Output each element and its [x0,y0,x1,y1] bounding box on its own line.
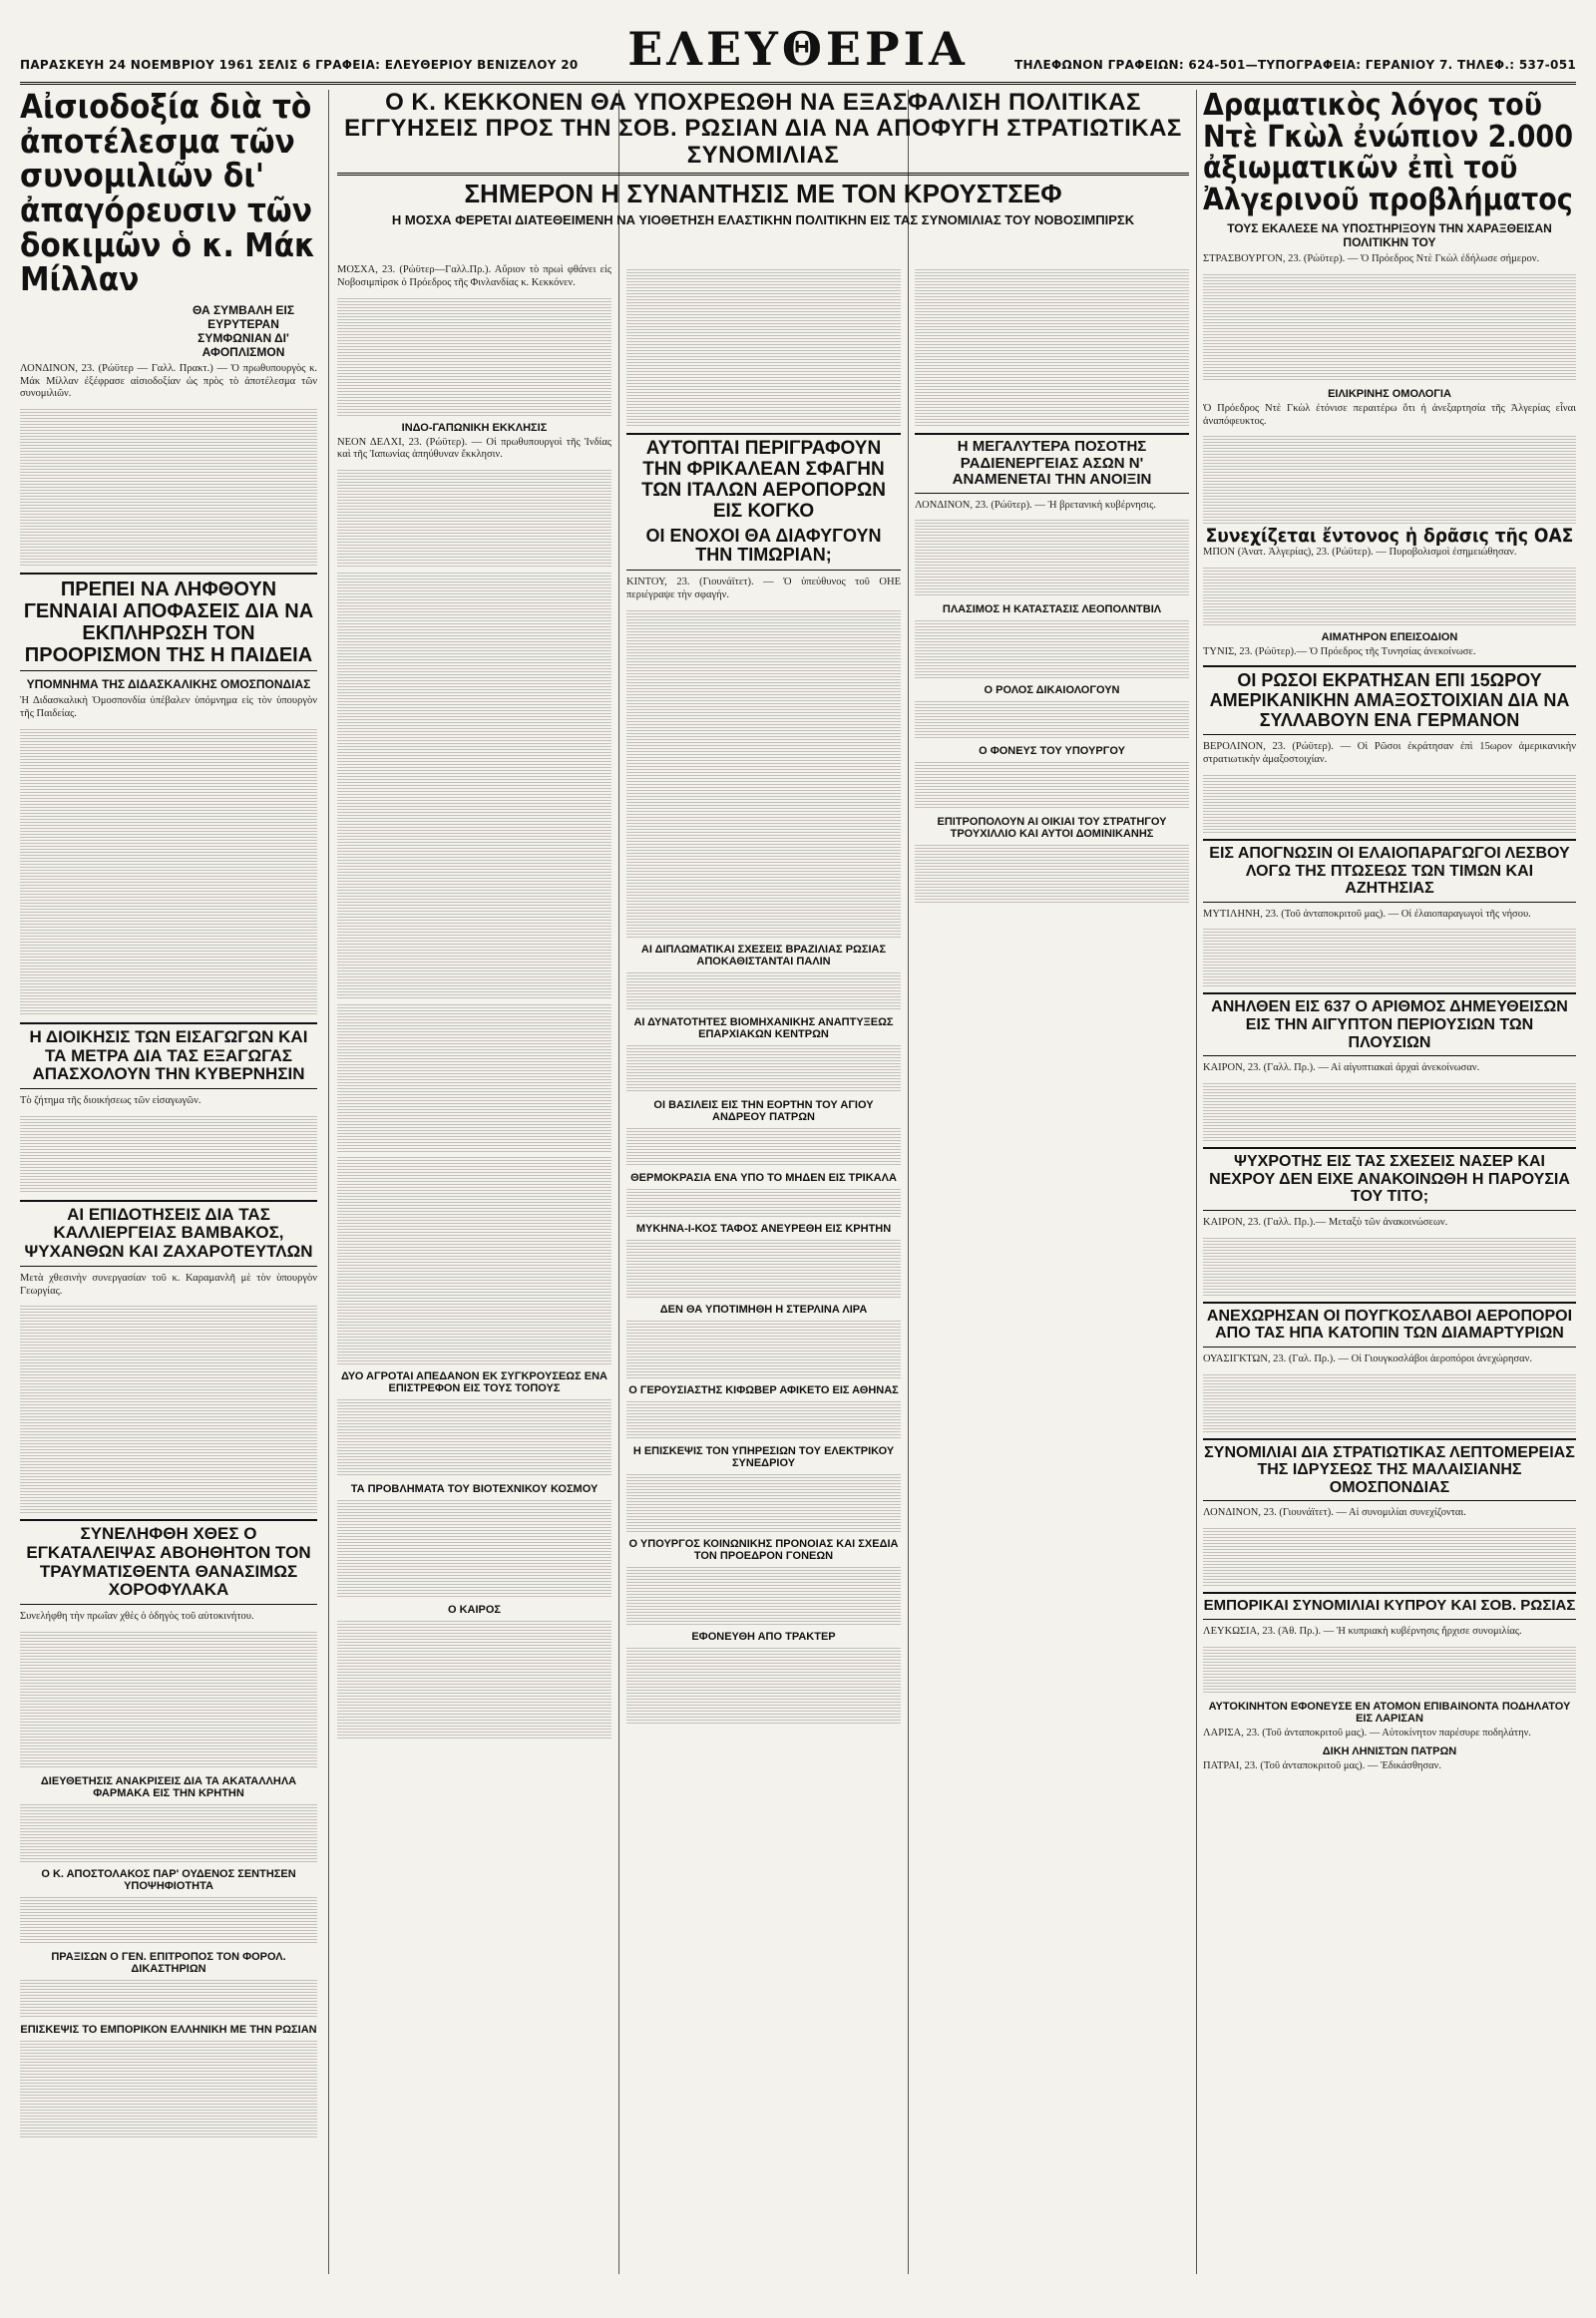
article-imports-text: Τὸ ζήτημα τῆς διοικήσεως τῶν εἰσαγωγῶν. [20,1094,201,1106]
headline-egypt: ΑΝΗΛΘΕΝ ΕΙΣ 637 Ο ΑΡΙΘΜΟΣ ΔΗΜΕΥΘΕΙΣΩΝ ΕΙΣ ΤΗΝ ΑΙΓΥΠΤΟΝ ΠΕΡΙΟΥΣΙΩΝ ΤΩΝ ΠΛΟΥΣΙΩΝ [1211,998,1568,1051]
article-planes [1203,1302,1576,1348]
article-hours15 [1203,665,1576,735]
headline-planes: ΑΝΕΧΩΡΗΣΑΝ ΟΙ ΠΟΥΓΚΟΣΛΑΒΟΙ ΑΕΡΟΠΟΡΟΙ ΑΠΟ ΤΑΣ ΗΠΑ ΚΑΤΟΠΙΝ ΤΩΝ ΔΙΑΜΑΡΤΥΡΙΩΝ [1206,1307,1573,1343]
article-degaulle-text: ΣΤΡΑΣΒΟΥΡΓΟΝ, 23. (Ρώϋτερ). — Ὁ Πρόεδρος Ντὲ Γκὼλ ἐδήλωσε σήμερον. [1203,253,1540,264]
headline-macmillan: Αἰσιοδοξία διὰ τὸ ἀποτέλεσμα τῶν συνομιλιῶν δι' ἀπαγόρευσιν τῶν δοκιμῶν ὁ κ. Μάκ Μίλλαν [20,90,316,299]
small-headline: Ο ΦΟΝΕΥΣ ΤΟΥ ΥΠΟΥΡΓΟΥ [979,745,1125,758]
small-article-body [626,1646,901,1726]
column-rule [908,90,909,2274]
small-headline: Η ΕΠΙΣΚΕΨΙΣ ΤΟΝ ΥΠΗΡΕΣΙΩΝ ΤΟΥ ΕΛΕΚΤΡΙΚΟΥ ΣΥΝΕΔΡΙΟΥ [632,1444,895,1469]
article-africa-text: ΚΙΝΤΟΥ, 23. (Γιουνάϊτετ). — Ὁ ὑπεύθυνος τοῦ ΟΗΕ περιέγραψε τὴν σφαγήν. [626,577,901,600]
masthead-date-line: ΠΑΡΑΣΚΕΥΗ 24 ΝΟΕΜΒΡΙΟΥ 1961 ΣΕΛΙΣ 6 ΓΡΑΦΕΙΑ: ΕΛΕΥΘΕΡΙΟΥ ΒΕΝΙΖΕΛΟΥ 20 [20,58,579,72]
small-article-body [20,1978,317,2018]
small-article-body [20,1895,317,1945]
small-article-body [626,1319,901,1378]
subhead-prepei: ΥΠΟΜΝΗΜΑ ΤΗΣ ΔΙΔΑΣΚΑΛΙΚΗΣ ΟΜΟΣΠΟΝΔΙΑΣ [26,677,311,692]
article-imports-continued [337,1002,611,1152]
small-article-body [337,1498,611,1598]
column-5 [1203,90,1576,2274]
article-cyprus [1203,1592,1576,1620]
column-rule [1196,90,1197,2274]
article-india-body [337,468,611,568]
article-aimatiron-text: ΤΥΝΙΣ, 23. (Ρώϋτερ).— Ὁ Πρόεδρος τῆς Τυνησίας ἀνεκοίνωσε. [1203,646,1476,658]
subhead-macmillan: ΘΑ ΣΥΜΒΑΛΗ ΕΙΣ ΕΥΡΥΤΕΡΑΝ ΣΥΜΦΩΝΙΑΝ ΔΙ' ΑΦΟΠΛΙΣΜΟΝ [192,302,295,359]
small-article-body [626,970,901,1010]
article-subsidies-text: Μετὰ χθεσινὴν συνεργασίαν τοῦ κ. Καραμανλῆ μὲ τὸν ὑπουργὸν Γεωργίας. [20,1272,317,1297]
headline-oas: Συνεχίζεται ἔντονος ἡ δρᾶσις τῆς ΟΑΣ [1205,525,1574,548]
masthead [20,20,1576,85]
newspaper-page [20,20,1576,2274]
column-3 [626,264,901,2274]
article-kekkonen-body [337,296,611,416]
small-article-body [626,1043,901,1093]
small-headline: ΜΥΚΗΝΑ-Ι-ΚΟΣ ΤΑΦΟΣ ΑΝΕΥΡΕΘΗ ΕΙΣ ΚΡΗΤΗΝ [635,1222,892,1235]
article-prepei [20,573,317,671]
article-macmillan-text: ΛΟΝΔΙΝΟΝ, 23. (Ρώϋτερ — Γαλλ. Πρακτ.) — Ὁ πρωθυπουργὸς κ. Μάκ Μίλλαν ἐξέφρασε αἰσιοδοξίαν ὡς πρὸς τὸ ἀποτέλεσμα τῶν συνομιλιῶν. [20,362,317,400]
article-dikipatr-text: ΠΑΤΡΑΙ, 23. (Τοῦ ἀνταποκριτοῦ μας). — Ἐδικάσθησαν. [1203,1760,1442,1772]
small-article-body [915,618,1189,678]
article-africa [626,433,901,571]
headline-kekkonen-second: ΣΗΜΕΡΟΝ Η ΣΥΝΑΝΤΗΣΙΣ ΜΕ ΤΟΝ ΚΡΟΥΣΤΣΕΦ [464,179,1062,209]
small-headline: ΤΑ ΠΡΟΒΛΗΜΑΤΑ ΤΟΥ ΒΙΟΤΕΧΝΙΚΟΥ ΚΟΣΜΟΥ [350,1483,598,1496]
headline-nasser: ΨΥΧΡΟΤΗΣ ΕΙΣ ΤΑΣ ΣΧΕΣΕΙΣ ΝΑΣΕΡ ΚΑΙ ΝΕΧΡΟΥ ΔΕΝ ΕΙΧΕ ΑΝΑΚΟΙΝΩΘΗ Η ΠΑΡΟΥΣΙΑ ΤΟΥ ΤΙΤΟ; [1209,1153,1570,1206]
small-headline: ΑΙ ΔΥΝΑΤΟΤΗΤΕΣ ΒΙΟΜΗΧΑΝΙΚΗΣ ΑΝΑΠΤΥΞΕΩΣ ΕΠΑΡΧΙΑΚΩΝ ΚΕΝΤΡΩΝ [633,1015,894,1040]
article-radiation-text: ΛΟΝΔΙΝΟΝ, 23. (Ρώϋτερ). — Ἡ βρετανικὴ κυβέρνησις. [915,499,1156,511]
small-headline: Ο ΡΟΛΟΣ ΔΙΚΑΙΟΛΟΓΟΥΝ [984,684,1120,697]
small-article-body [626,1472,901,1532]
article-planes-body [1203,1372,1576,1432]
article-imports [20,1022,317,1089]
headline-dancer: ΣΥΝΕΛΗΦΘΗ ΧΘΕΣ Ο ΕΓΚΑΤΑΛΕΙΨΑΣ ΑΒΟΗΘΗΤΟΝ ΤΟΝ ΤΡΑΥΜΑΤΙΣΘΕΝΤΑ ΘΑΝΑΣΙΜΩΣ ΧΟΡΟΦΥΛΑΚΑ [26,1524,311,1600]
article-radiation-body [915,518,1189,597]
column-rule [328,90,329,2274]
article-kekkonen-body-3 [915,267,1189,427]
small-article-body [337,1397,611,1477]
article-macmillan-body [20,407,317,567]
small-article-body [626,1399,901,1439]
small-headline: ΠΛΑΣΙΜΟΣ Η ΚΑΤΑΣΤΑΣΙΣ ΛΕΟΠΟΛΝΤΒΙΛ [942,603,1162,616]
article-subsidies [20,1200,317,1267]
article-dancer [20,1519,317,1605]
article-oas-text: ΜΠΟΝ (Ἀνατ. Ἀλγερίας), 23. (Ρώϋτερ). — Πυροβολισμοὶ ἐσημειώθησαν. [1203,547,1517,559]
lead-center [337,90,1189,231]
article-omologia-body [1203,434,1576,524]
headline-omologia: ΕΙΛΙΚΡΙΝΗΣ ΟΜΟΛΟΓΙΑ [1328,387,1451,400]
small-headline: ΔΕΝ ΘΑ ΥΠΟΤΙΜΗΘΗ Η ΣΤΕΡΛΙΝΑ ΛΙΡΑ [659,1303,868,1316]
article-india-text: ΝΕΟΝ ΔΕΛΧΙ, 23. (Ρώϋτερ). — Οἱ πρωθυπουργοὶ τῆς Ἰνδίας καὶ τῆς Ἰαπωνίας ἀπηύθυναν ἔκκλησιν. [337,436,611,461]
small-article-body [20,2039,317,2138]
small-article-body [626,1187,901,1217]
article-epithesi-text: ΛΑΡΙΣΑ, 23. (Τοῦ ἀνταποκριτοῦ μας). — Αὐτοκίνητον παρέσυρε ποδηλάτην. [1203,1727,1531,1738]
article-prepei-body [20,727,317,1016]
article-omologia-text: Ὁ Πρόεδρος Ντὲ Γκὼλ ἐτόνισε περαιτέρω ὅτι ἡ ἀνεξαρτησία τῆς Ἀλγερίας εἶναι ἀναπόφευκτος. [1203,402,1576,427]
headline-malaysia: ΣΥΝΟΜΙΛΙΑΙ ΔΙΑ ΣΤΡΑΤΙΩΤΙΚΑΣ ΛΕΠΤΟΜΕΡΕΙΑΣ ΤΗΣ ΙΔΡΥΣΕΩΣ ΤΗΣ ΜΑΛΑΙΣΙΑΝΗΣ ΟΜΟΣΠΟΝΔΙΑΣ [1204,1443,1575,1496]
article-degaulle-body [1203,272,1576,382]
article-dancer-text: Συνελήφθη τὴν πρωΐαν χθὲς ὁ ὁδηγὸς τοῦ αὐτοκινήτου. [20,1611,254,1623]
article-africa-body [626,608,901,938]
article-hours15-text: ΒΕΡΟΛΙΝΟΝ, 23. (Ρώϋτερ). — Οἱ Ρῶσοι ἐκράτησαν ἐπὶ 15ωρον ἀμερικανικὴν στρατιωτικὴν ἀμαξοστοιχίαν. [1203,741,1576,766]
article-subsidies-body [20,1304,317,1513]
article-egypt [1203,992,1576,1056]
small-headline: ΕΠΙΣΚΕΨΙΣ ΤΟ ΕΜΠΟΡΙΚΟΝ ΕΛΛΗΝΙΚΗ ΜΕ ΤΗΝ ΡΩΣΙΑΝ [20,2023,317,2036]
headline-cyprus: ΕΜΠΟΡΙΚΑΙ ΣΥΝΟΜΙΛΙΑΙ ΚΥΠΡΟΥ ΚΑΙ ΣΟΒ. ΡΩΣΙΑΣ [1203,1597,1576,1615]
small-headline: ΘΕΡΜΟΚΡΑΣΙΑ ΕΝΑ ΥΠΟ ΤΟ ΜΗΔΕΝ ΕΙΣ ΤΡΙΚΑΛΑ [630,1171,897,1184]
article-cyprus-text: ΛΕΥΚΩΣΙΑ, 23. (Ἀθ. Πρ.). — Ἡ κυπριακὴ κυβέρνησις ἤρχισε συνομιλίας. [1203,1625,1522,1637]
masthead-phone-line: ΤΗΛΕΦΩΝΟΝ ΓΡΑΦΕΙΩΝ: 624-501—ΤΥΠΟΓΡΑΦΕΙΑ: ΓΕΡΑΝΙΟΥ 7. ΤΗΛΕΦ.: 537-051 [1014,58,1576,72]
small-headline: ΟΙ ΒΑΣΙΛΕΙΣ ΕΙΣ ΤΗΝ ΕΟΡΤΗΝ ΤΟΥ ΑΓΙΟΥ ΑΝΔΡΕΟΥ ΠΑΤΡΩΝ [653,1098,874,1123]
small-article-body [626,1238,901,1298]
small-article-body [915,699,1189,739]
headline-subsidies: ΑΙ ΕΠΙΔΟΤΗΣΕΙΣ ΔΙΑ ΤΑΣ ΚΑΛΛΙΕΡΓΕΙΑΣ ΒΑΜΒΑΚΟΣ, ΨΥΧΑΝΘΩΝ ΚΑΙ ΖΑΧΑΡΟΤΕΥΤΛΩΝ [24,1204,313,1262]
article-nasser-text: ΚΑΙΡΟΝ, 23. (Γαλλ. Πρ.).— Μεταξὺ τῶν ἀνακοινώσεων. [1203,1216,1448,1228]
article-malaysia-body [1203,1526,1576,1586]
small-article-body [915,843,1189,903]
column-2 [337,264,611,2274]
article-nasser [1203,1147,1576,1211]
column-4 [915,264,1189,2274]
article-oas-body [1203,566,1576,625]
column-1 [20,90,317,2274]
headline-aimatiron: ΑΙΜΑΤΗΡΟΝ ΕΠΕΙΣΟΔΙΟΝ [1321,631,1458,644]
headline-prepei: ΠΡΕΠΕΙ ΝΑ ΛΗΦΘΟΥΝ ΓΕΝΝΑΙΑΙ ΑΠΟΦΑΣΕΙΣ ΔΙΑ ΝΑ ΕΚΠΛΗΡΩΣΗ ΤΟΝ ΠΡΟΟΡΙΣΜΟΝ ΤΗΣ Η ΠΑΙΔΕΙΑ [23,579,314,667]
small-article-body [20,1802,317,1862]
small-article-body [626,1565,901,1625]
small-headline: Ο Κ. ΑΠΟΣΤΟΛΑΚΟΣ ΠΑΡ' ΟΥΔΕΝΟΣ ΣΕΝΤΗΣΕΝ ΥΠΟΨΗΦΙΟΤΗΤΑ [41,1867,296,1892]
article-kekkonen-body-2 [626,267,901,427]
article-kekkonen-text: ΜΟΣΧΑ, 23. (Ρώϋτερ—Γαλλ.Πρ.). Αὔριον τὸ πρωὶ φθάνει εἰς Νοβοσιμπὶρσκ ὁ Πρόεδρος τῆς Φινλανδίας κ. Κεκκόνεν. [337,264,611,288]
newspaper-title: ΕΛΕΥΘΕΡΙΑ [627,22,969,76]
small-headline: ΕΠΙΤΡΟΠΟΛΟΥΝ ΑΙ ΟΙΚΙΑΙ ΤΟΥ ΣΤΡΑΤΗΓΟΥ ΤΡΟΥΧΙΛΛΙΟ ΚΑΙ ΑΥΤΟΙ ΔΟΜΙΝΙΚΑΝΗΣ [937,816,1167,841]
small-headline: Ο ΥΠΟΥΡΓΟΣ ΚΟΙΝΩΝΙΚΗΣ ΠΡΟΝΟΙΑΣ ΚΑΙ ΣΧΕΔΙΑ ΤΟΝ ΠΡΟΕΔΡΟΝ ΓΟΝΕΩΝ [628,1537,899,1562]
headline-dikipatr: ΔΙΚΗ ΛΗΝΙΣΤΩΝ ΠΑΤΡΩΝ [1322,1745,1457,1758]
article-planes-text: ΟΥΑΣΙΓΚΤΩΝ, 23. (Γαλ. Πρ.). — Οἱ Γιουγκοσλάβοι ἀεροπόροι ἀνεχώρησαν. [1203,1352,1533,1364]
article-lesvos-body [1203,927,1576,986]
article-lesvos-text: ΜΥΤΙΛΗΝΗ, 23. (Τοῦ ἀνταποκριτοῦ μας). — Οἱ ἐλαιοπαραγωγοὶ τῆς νήσου. [1203,908,1531,920]
article-nasser-body [1203,1236,1576,1296]
headline-africa: ΑΥΤΟΠΤΑΙ ΠΕΡΙΓΡΑΦΟΥΝ ΤΗΝ ΦΡΙΚΑΛΕΑΝ ΣΦΑΓΗΝ ΤΩΝ ΙΤΑΛΩΝ ΑΕΡΟΠΟΡΩΝ ΕΙΣ ΚΟΓΚΟ [641,438,886,522]
headline-degaulle: Δραματικὸς λόγος τοῦ Ντὲ Γκὼλ ἐνώπιον 2.000 ἀξιωματικῶν ἐπὶ τοῦ Ἀλγερινοῦ προβλήματος [1203,90,1573,217]
article-egypt-text: ΚΑΙΡΟΝ, 23. (Γαλλ. Πρ.). — Αἱ αἰγυπτιακαὶ ἀρχαὶ ἀνεκοίνωσαν. [1203,1062,1480,1074]
article-dancer-body [20,1630,317,1769]
column-rule [618,90,619,2274]
small-headline: Ο ΓΕΡΟΥΣΙΑΣΤΗΣ ΚΙΦΩΒΕΡ ΑΦΙΚΕΤΟ ΕΙΣ ΑΘΗΝΑΣ [628,1383,899,1396]
subhead-degaulle: ΤΟΥΣ ΕΚΑΛΕΣΕ ΝΑ ΥΠΟΣΤΗΡΙΞΟΥΝ ΤΗΝ ΧΑΡΑΞΘΕΙΣΑΝ ΠΟΛΙΤΙΚΗΝ ΤΟΥ [1227,221,1552,249]
article-egypt-body [1203,1081,1576,1141]
small-headline: ΠΡΑΞΙΣΩΝ Ο ΓΕΝ. ΕΠΙΤΡΟΠΟΣ ΤΟΝ ΦΟΡΟΛ. ΔΙΚΑΣΤΗΡΙΩΝ [51,1950,286,1975]
headline-imports: Η ΔΙΟΙΚΗΣΙΣ ΤΩΝ ΕΙΣΑΓΩΓΩΝ ΚΑΙ ΤΑ ΜΕΤΡΑ ΔΙΑ ΤΑΣ ΕΞΑΓΩΓΑΣ ΑΠΑΣΧΟΛΟΥΝ ΤΗΝ ΚΥΒΕΡΝΗΣΙΝ [29,1026,308,1084]
small-article-body [915,760,1189,810]
article-cyprus-body [1203,1645,1576,1695]
headline-africa-second: ΟΙ ΕΝΟΧΟΙ ΘΑ ΔΙΑΦΥΓΟΥΝ ΤΗΝ ΤΙΜΩΡΙΑΝ; [645,525,882,566]
small-headline: ΔΙΕΥΘΕΤΗΣΙΣ ΑΝΑΚΡΙΣΕΙΣ ΔΙΑ ΤΑ ΑΚΑΤΑΛΛΗΛΑ ΦΑΡΜΑΚΑ ΕΙΣ ΤΗΝ ΚΡΗΤΗΝ [40,1774,297,1799]
headline-lesvos: ΕΙΣ ΑΠΟΓΝΩΣΙΝ ΟΙ ΕΛΑΙΟΠΑΡΑΓΩΓΟΙ ΛΕΣΒΟΥ ΛΟΓΩ ΤΗΣ ΠΤΩΣΕΩΣ ΤΩΝ ΤΙΜΩΝ ΚΑΙ ΑΖΗΤΗΣΙΑΣ [1209,844,1570,898]
headline-hours15: ΟΙ ΡΩΣΟΙ ΕΚΡΑΤΗΣΑΝ ΕΠΙ 15ΩΡΟΥ ΑΜΕΡΙΚΑΝΙΚΗΝ ΑΜΑΞΟΣΤΟΙΧΙΑΝ ΔΙΑ ΝΑ ΣΥΛΛΑΒΟΥΝ ΕΝΑ ΓΕΡΜΑΝΟΝ [1209,669,1570,730]
article-subsidies-continued [337,1155,611,1364]
article-radiation [915,433,1189,494]
columns [20,90,1576,2274]
small-headline: Ο ΚΑΙΡΟΣ [447,1604,502,1617]
article-malaysia-text: ΛΟΝΔΙΝΟΝ, 23. (Γιουνάϊτετ). — Αἱ συνομιλίαι συνεχίζονται. [1203,1507,1466,1519]
article-lesvos [1203,839,1576,903]
small-article-body [337,1619,611,1738]
article-prepei-text: Ἡ Διδασκαλικὴ Ὁμοσπονδία ὑπέβαλεν ὑπόμνημα εἰς τὸν ὑπουργὸν τῆς Παιδείας. [20,695,317,720]
headline-india: ΙΝΔΟ-ΓΑΠΩΝΙΚΗ ΕΚΚΛΗΣΙΣ [401,421,548,434]
article-hours15-body [1203,773,1576,833]
subhead-kekkonen: Η ΜΟΣΧΑ ΦΕΡΕΤΑΙ ΔΙΑΤΕΘΕΙΜΕΝΗ ΝΑ ΥΙΟΘΕΤΗΣΗ ΕΛΑΣΤΙΚΗΝ ΠΟΛΙΤΙΚΗΝ ΕΙΣ ΤΑΣ ΣΥΝΟΜΙΛΙΑΣ ΤΟΥ ΝΟΒΟΣΙΜΠΙΡΣΚ [391,211,1135,227]
headline-kekkonen: Ο Κ. ΚΕΚΚΟΝΕΝ ΘΑ ΥΠΟΧΡΕΩΘΗ ΝΑ ΕΞΑΣΦΑΛΙΣΗ ΠΟΛΙΤΙΚΑΣ ΕΓΓΥΗΣΕΙΣ ΠΡΟΣ ΤΗΝ ΣΟΒ. ΡΩΣΙΑΝ ΔΙΑ ΝΑ ΑΠΟΦΥΓΗ ΣΤΡΑΤΙΩΤΙΚΑΣ ΣΥΝΟΜΙΛΙΑΣ [344,89,1182,169]
small-headline: ΔΥΟ ΑΓΡΟΤΑΙ ΑΠΕΔΑΝΟΝ ΕΚ ΣΥΓΚΡΟΥΣΕΩΣ ΕΝΑ ΕΠΙΣΤΡΕΦΟΝ ΕΙΣ ΤΟΥΣ ΤΟΠΟΥΣ [341,1370,607,1395]
article-malaysia [1203,1438,1576,1502]
article-prepei-continued [337,571,611,999]
headline-epithesi: ΑΥΤΟΚΙΝΗΤΟΝ ΕΦΟΝΕΥΣΕ ΕΝ ΑΤΟΜΟΝ ΕΠΙΒΑΙΝΟΝΤΑ ΠΟΔΗΛΑΤΟΥ ΕΙΣ ΛΑΡΙΣΑΝ [1208,1700,1571,1725]
headline-radiation: Η ΜΕΓΑΛΥΤΕΡΑ ΠΟΣΟΤΗΣ ΡΑΔΙΕΝΕΡΓΕΙΑΣ ΑΣΩΝ Ν' ΑΝΑΜΕΝΕΤΑΙ ΤΗΝ ΑΝΟΙΞΙΝ [952,438,1152,488]
small-headline: ΕΦΟΝΕΥΘΗ ΑΠΟ ΤΡΑΚΤΕΡ [691,1630,836,1643]
small-article-body [626,1126,901,1166]
article-imports-body [20,1114,317,1194]
small-headline: ΑΙ ΔΙΠΛΩΜΑΤΙΚΑΙ ΣΧΕΣΕΙΣ ΒΡΑΖΙΛΙΑΣ ΡΩΣΙΑΣ ΑΠΟΚΑΘΙΣΤΑΝΤΑΙ ΠΑΛΙΝ [640,943,887,967]
